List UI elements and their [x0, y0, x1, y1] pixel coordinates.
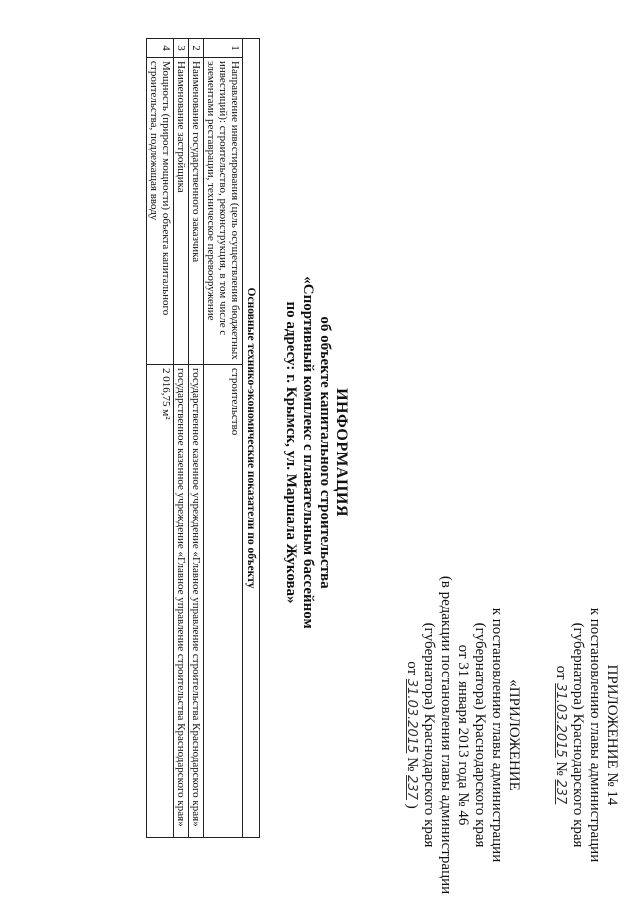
table-row: [147, 39, 174, 838]
annex-date-line: [552, 575, 569, 895]
annex-title: «ПРИЛОЖЕНИЕ: [506, 679, 522, 791]
document-title: ИНФОРМАЦИЯ: [333, 388, 350, 517]
annex-line: от 31 января 2013 года № 46: [455, 644, 471, 826]
annex-line: к постановлению главы администрации: [489, 607, 505, 863]
row-value: государственное казенное учреждение «Главное управление строительства Краснодарского края»: [189, 365, 204, 838]
row-value: 2 016,75 м²: [147, 365, 174, 838]
table-row: [204, 39, 243, 838]
annex-line: (губернатора) Краснодарского края: [570, 622, 586, 848]
table-row: [174, 39, 189, 838]
handwritten-date: 31.03.2015: [404, 678, 419, 754]
handwritten-date: 31.03.2015: [553, 683, 568, 758]
annex-original-block: [403, 575, 522, 895]
annex-line: к постановлению главы администрации: [587, 607, 603, 863]
row-value: государственное казенное учреждение «Главное управление строительства Краснодарского края»: [174, 365, 189, 838]
annex-14-block: [552, 575, 620, 895]
row-number: 1: [204, 39, 243, 58]
section-title: Основные технико-экономические показатели по объекту: [243, 39, 260, 838]
table-section-header: [243, 39, 260, 838]
row-value: строительство: [204, 365, 243, 838]
date-prefix: от: [553, 665, 569, 680]
indicators-table: [146, 38, 260, 838]
row-number: 3: [174, 39, 189, 58]
annex-line: (в редакции постановления главы администрации: [438, 575, 454, 895]
handwritten-number: 237: [404, 775, 419, 800]
document-heading: [282, 0, 350, 905]
row-number: 4: [147, 39, 174, 58]
date-prefix: от: [404, 661, 420, 676]
annex-line: (губернатора) Краснодарского края: [421, 622, 437, 848]
annex-date-line: [403, 575, 420, 895]
table-row: [189, 39, 204, 838]
handwritten-number: 237: [553, 779, 568, 805]
annex-line: (губернатора) Краснодарского края: [472, 622, 488, 848]
number-prefix: №: [404, 757, 420, 772]
heading-line: об объекте капитального строительства: [317, 316, 333, 589]
row-parameter: Наименование государственного заказчика: [189, 58, 204, 365]
number-prefix: №: [553, 761, 569, 776]
heading-line: «Спортивный комплекс с плавательным бассейном: [300, 276, 316, 629]
row-parameter: Направление инвестирования (цель осуществления бюджетных инвестиций): строительство, реконструкция, в том числе с элементами реставрации, техническое перевооружение: [204, 58, 243, 365]
annex-title: ПРИЛОЖЕНИЕ № 14: [604, 664, 620, 806]
heading-line: по адресу: г. Крымск, ул. Маршала Жукова»: [283, 301, 299, 604]
closing-paren: ): [404, 803, 420, 809]
row-parameter: Мощность (прирост мощности) объекта капитального строительства, подлежащая вводу: [147, 58, 174, 365]
row-number: 2: [189, 39, 204, 58]
row-parameter: Наименование застройщика: [174, 58, 189, 365]
